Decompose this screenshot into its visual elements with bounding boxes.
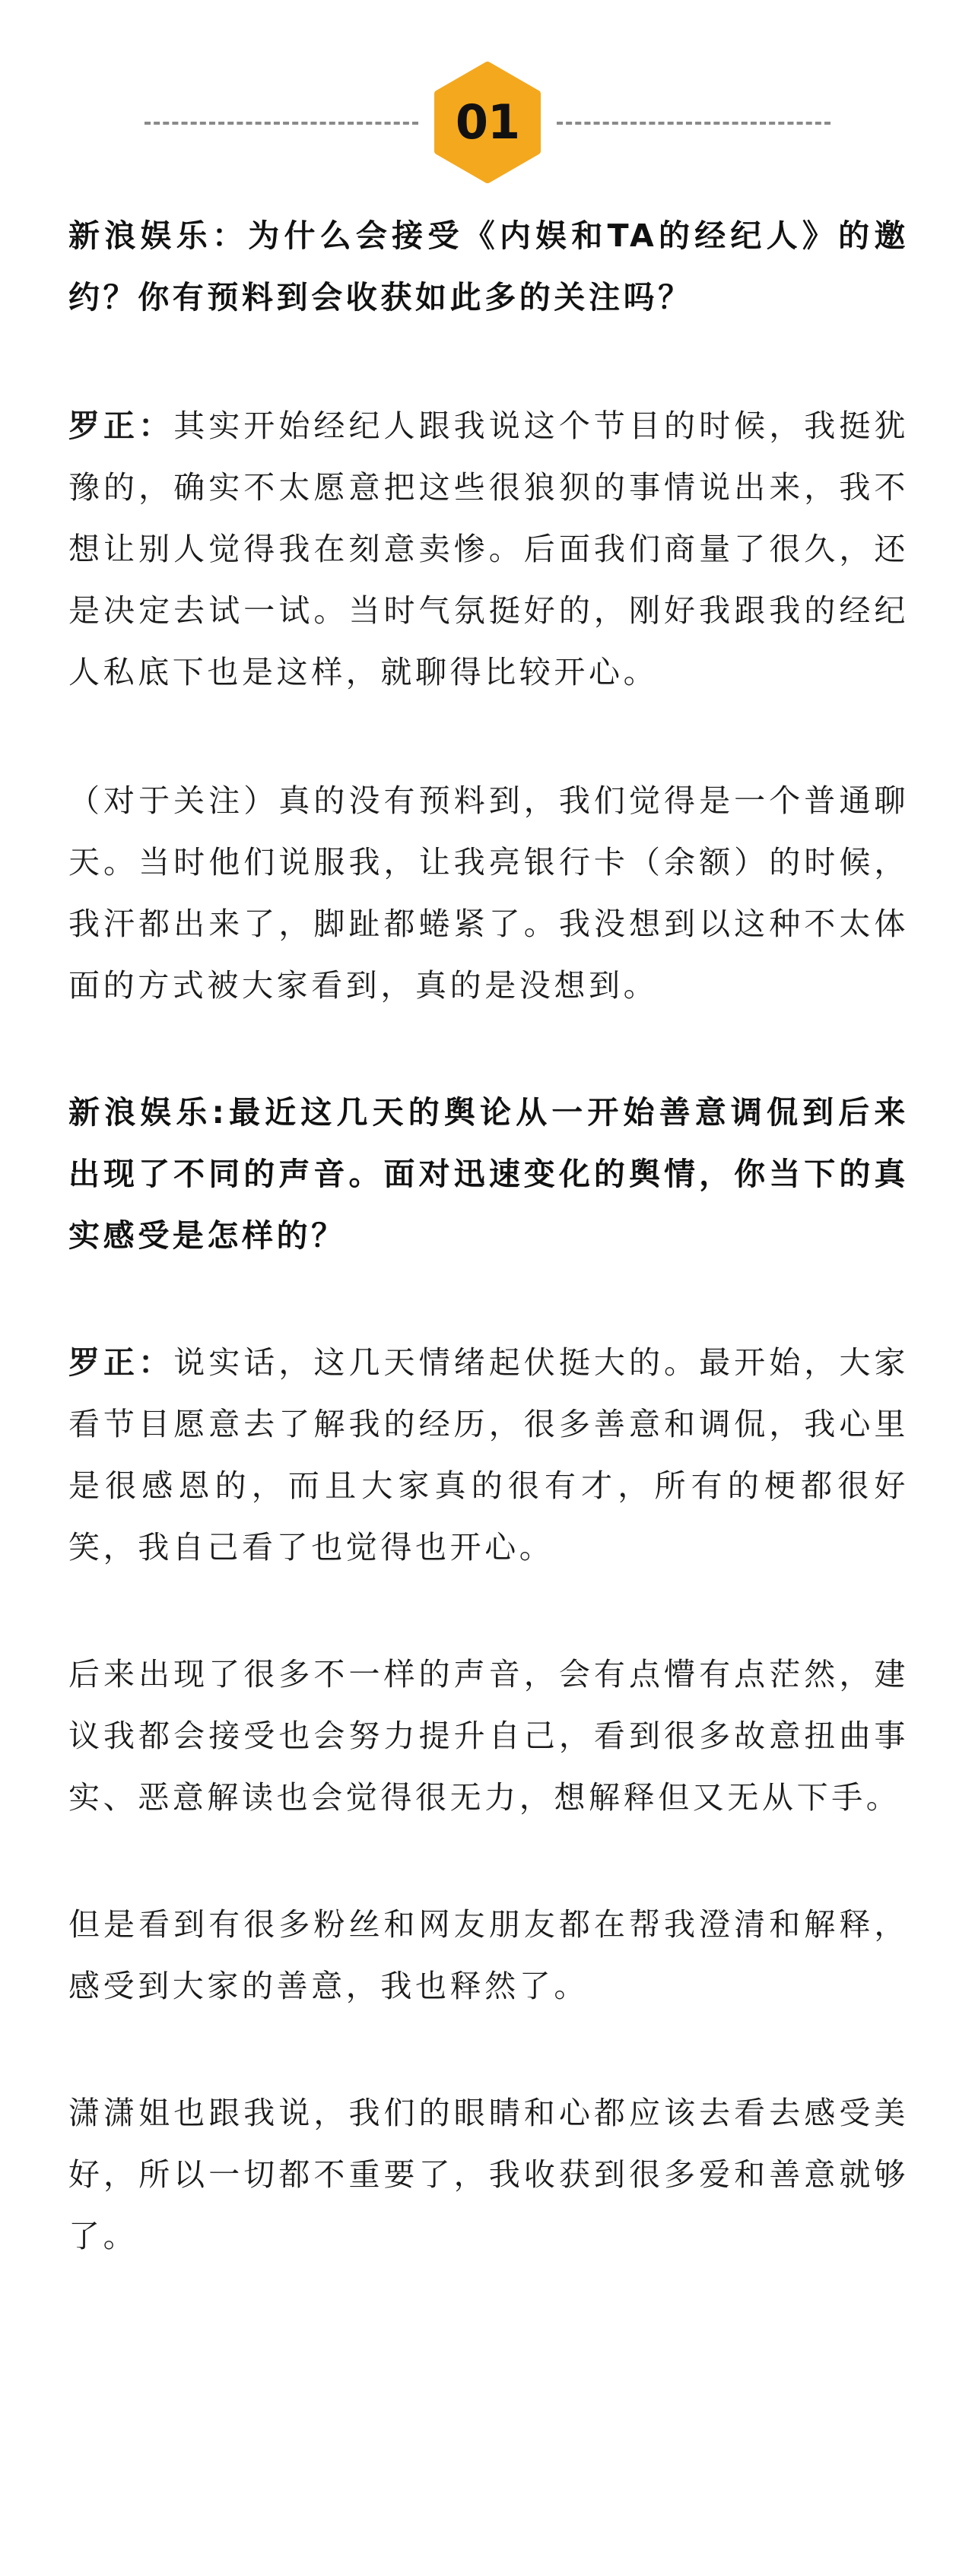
- section-number-badge: [426, 61, 549, 184]
- dashed-line-left: [145, 122, 418, 125]
- interview-question: [68, 1082, 909, 1267]
- answer-paragraph: [68, 1894, 909, 2017]
- interview-answer: [68, 1332, 909, 1578]
- dashed-line-right: [557, 122, 830, 125]
- section-number: 01: [455, 94, 520, 150]
- answer-paragraph: [68, 2083, 909, 2267]
- paragraph-text: （对于关注）真的没有预料到，我们觉得是一个普通聊天。当时他们说服我，让我亮银行卡（余额）的时候，我汗都出来了，脚趾都蜷紧了。我没想到以这种不太体面的方式被大家看到，真的是没想到。: [68, 782, 909, 1004]
- interview-question: [68, 205, 909, 328]
- answer-paragraph: [68, 770, 909, 1017]
- section-divider: [0, 29, 975, 158]
- speaker-name: 罗正：: [68, 408, 174, 444]
- answer-text: 说实话，这几天情绪起伏挺大的。最开始，大家看节目愿意去了解我的经历，很多善意和调侃，我心里是很感恩的，而且大家真的很有才，所有的梗都很好笑，我自己看了也觉得也开心。: [68, 1344, 909, 1566]
- question-text: 新浪娱乐:最近这几天的舆论从一开始善意调侃到后来出现了不同的声音。面对迅速变化的舆情，你当下的真实感受是怎样的？: [68, 1094, 909, 1254]
- paragraph-text: 后来出现了很多不一样的声音，会有点懵有点茫然，建议我都会接受也会努力提升自己，看到很多故意扭曲事实、恶意解读也会觉得很无力，想解释但又无从下手。: [68, 1656, 909, 1816]
- answer-text: 其实开始经纪人跟我说这个节目的时候，我挺犹豫的，确实不太愿意把这些很狼狈的事情说出来，我不想让别人觉得我在刻意卖惨。后面我们商量了很久，还是决定去试一试。当时气氛挺好的，刚好我跟我的经纪人私底下也是这样，就聊得比较开心。: [68, 408, 909, 690]
- answer-paragraph: [68, 1644, 909, 1829]
- paragraph-text: 但是看到有很多粉丝和网友朋友都在帮我澄清和解释，感受到大家的善意，我也释然了。: [68, 1906, 909, 2004]
- article-body: [68, 205, 909, 2333]
- interview-answer: [68, 395, 909, 703]
- paragraph-text: 潇潇姐也跟我说，我们的眼睛和心都应该去看去感受美好，所以一切都不重要了，我收获到很多爱和善意就够了。: [68, 2095, 909, 2254]
- speaker-name: 罗正：: [68, 1344, 174, 1381]
- question-text: 新浪娱乐：为什么会接受《内娱和TA的经纪人》的邀约？你有预料到会收获如此多的关注吗？: [68, 217, 909, 316]
